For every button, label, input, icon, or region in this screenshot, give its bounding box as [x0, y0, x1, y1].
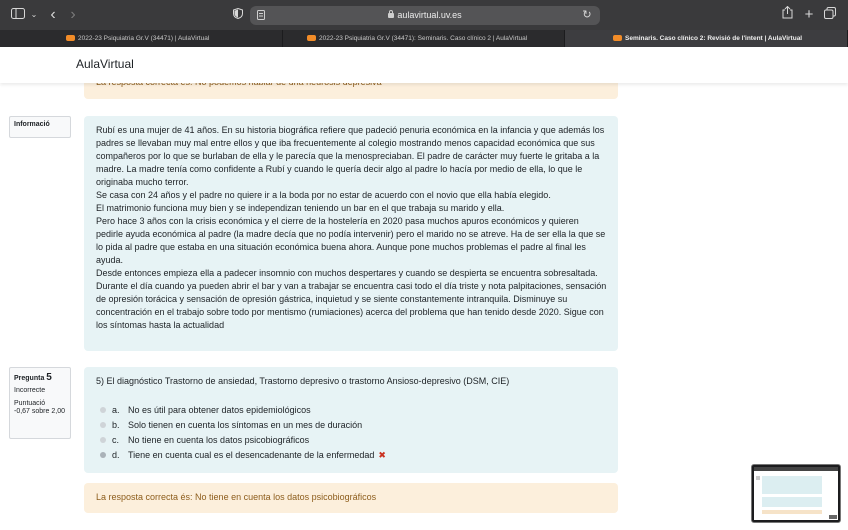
- answer-option-c[interactable]: [100, 434, 309, 446]
- back-icon[interactable]: ‹: [50, 6, 56, 23]
- radio-button[interactable]: [100, 437, 106, 443]
- share-icon[interactable]: [780, 6, 794, 24]
- question-info-box: [9, 367, 71, 439]
- thumbnail-preview: [754, 467, 838, 520]
- case-paragraph: Se casa con 24 años y el padre no quiere ir a la boda por no estar de acuerdo con el novio que ella había elegido.: [96, 190, 551, 200]
- answer-text: No tiene en cuenta los datos psicobiográficos: [128, 435, 310, 445]
- url-text: [250, 6, 600, 25]
- question-label: Pregunta: [14, 375, 45, 382]
- question-number: 5: [46, 372, 52, 383]
- radio-button-selected[interactable]: [100, 452, 106, 458]
- thumbnail-block: [762, 497, 822, 507]
- case-text: [96, 124, 608, 332]
- answer-option-d[interactable]: [100, 449, 386, 461]
- thumbnail-block: [762, 476, 822, 494]
- tab-seminaris[interactable]: [283, 30, 565, 47]
- info-content: [84, 116, 618, 351]
- question-feedback-text: La resposta correcta és: No tiene en cuenta los datos psicobiográficos: [96, 492, 377, 502]
- site-navbar: [0, 47, 848, 83]
- privacy-shield-icon[interactable]: [232, 6, 244, 24]
- tab-label: 2022-23 Psiquiatria Gr.V (34471): Seminaris. Caso clínico 2 | AulaVirtual: [319, 35, 528, 42]
- case-paragraph: Desde entonces empieza ella a padecer insomnio con muchos despertares y cuando se despierta se encuentra sobresaltada. Durante el día cuando ya pueden abrir el bar y van a trabajar se encuentra casi todo el día triste y nota palpitaciones, sensación de opresión torácica y sensación de opresión gástrica, inquietud y se siente constantemente intranquila. Disminuye su concentración en el trabajo sobre todo por mentismo (rumiaciones) acerca del problema que han tenido desde 2020. Sigue con los síntomas hasta la actualidad: [96, 268, 607, 330]
- thumbnail-block: [762, 510, 822, 514]
- question-feedback: [84, 483, 618, 513]
- question-heading: [14, 372, 66, 383]
- answer-letter: c.: [112, 435, 120, 445]
- thumbnail-block: [829, 515, 837, 519]
- case-paragraph: El matrimonio funciona muy bien y se independizan teniendo un bar en el que trabaja su marido y ella.: [96, 203, 505, 213]
- thumbnail-bar: [754, 467, 838, 471]
- answer-text: No es útil para obtener datos epidemiológicos: [128, 405, 311, 415]
- incorrect-icon: ✖: [378, 450, 386, 460]
- favicon-icon: [66, 35, 75, 41]
- thumbnail-block: [756, 476, 760, 480]
- question-content: [84, 367, 618, 473]
- tab-label: 2022-23 Psiquiatria Gr.V (34471) | AulaVirtual: [78, 35, 210, 42]
- lock-icon: [388, 13, 394, 18]
- new-tab-icon[interactable]: +: [804, 6, 814, 23]
- tab-psiquiatria[interactable]: [0, 30, 283, 47]
- tab-label: Seminaris. Caso clínico 2: Revisió de l'intent | AulaVirtual: [625, 35, 803, 42]
- answer-text: Tiene en cuenta cual es el desencadenante de la enfermedad: [128, 450, 375, 460]
- info-label: Informació: [14, 121, 50, 128]
- case-paragraph: Rubí es una mujer de 41 años. En su historia biográfica refiere que padeció penuria económica en la infancia y que además los padres se llevaban muy mal entre ellos y que iba frecuentemente al colegio mostrando menos capacidad económica que sus compañeros por lo que se burlaban de ella y le parecía que la menospreciaban. El padre de carácter muy fuerte le gritaba a la madre. La madre tenía como confidente a Rubí y cuando le quería decir algo al padre lo hacía por medio de ella, lo que le originaba mucho terror.: [96, 125, 605, 187]
- forward-icon[interactable]: ›: [70, 6, 76, 23]
- reload-icon[interactable]: ↻: [582, 9, 592, 21]
- radio-button[interactable]: [100, 422, 106, 428]
- grade-label: Puntuació: [14, 400, 46, 407]
- answer-letter: b.: [112, 420, 120, 430]
- screenshot-thumbnail[interactable]: [751, 464, 841, 523]
- sidebar-toggle-icon[interactable]: [10, 6, 26, 24]
- favicon-icon: [307, 35, 316, 41]
- answer-letter: a.: [112, 405, 120, 415]
- grade-value: -0,67 sobre 2,00: [14, 408, 65, 415]
- site-brand[interactable]: AulaVirtual: [76, 57, 134, 71]
- favicon-icon: [613, 35, 622, 41]
- chevron-down-icon[interactable]: ⌄: [30, 10, 38, 19]
- browser-toolbar: [0, 0, 848, 30]
- tab-bar: [0, 30, 848, 47]
- tab-overview-icon[interactable]: [823, 6, 837, 24]
- tab-revisio[interactable]: [565, 30, 848, 47]
- answer-text: Solo tienen en cuenta los síntomas en un mes de duración: [128, 420, 363, 430]
- case-paragraph: Pero hace 3 años con la crisis económica y el cierre de la hostelería en 2020 pasa muchos apuros económicos y quieren pedirle ayuda económica al padre (la madre decía que no podía intervenir) pero el marido no se atreve. Ha de ser ella la que se lo pida al padre que estaba en una situación económica buena ahora. Aunque pone muchos problemas el padre al final les ayuda.: [96, 216, 606, 265]
- radio-button[interactable]: [100, 407, 106, 413]
- answer-letter: d.: [112, 450, 120, 460]
- question-text: 5) El diagnóstico Trastorno de ansiedad, Trastorno depresivo o trastorno Ansioso-depresivo (DSM, CIE): [96, 376, 510, 386]
- url: aulavirtual.uv.es: [397, 10, 462, 20]
- answer-option-b[interactable]: [100, 419, 362, 431]
- answer-option-a[interactable]: [100, 404, 311, 416]
- info-label-box: [9, 116, 71, 138]
- question-state: Incorrecte: [14, 387, 46, 394]
- address-bar[interactable]: [250, 6, 600, 25]
